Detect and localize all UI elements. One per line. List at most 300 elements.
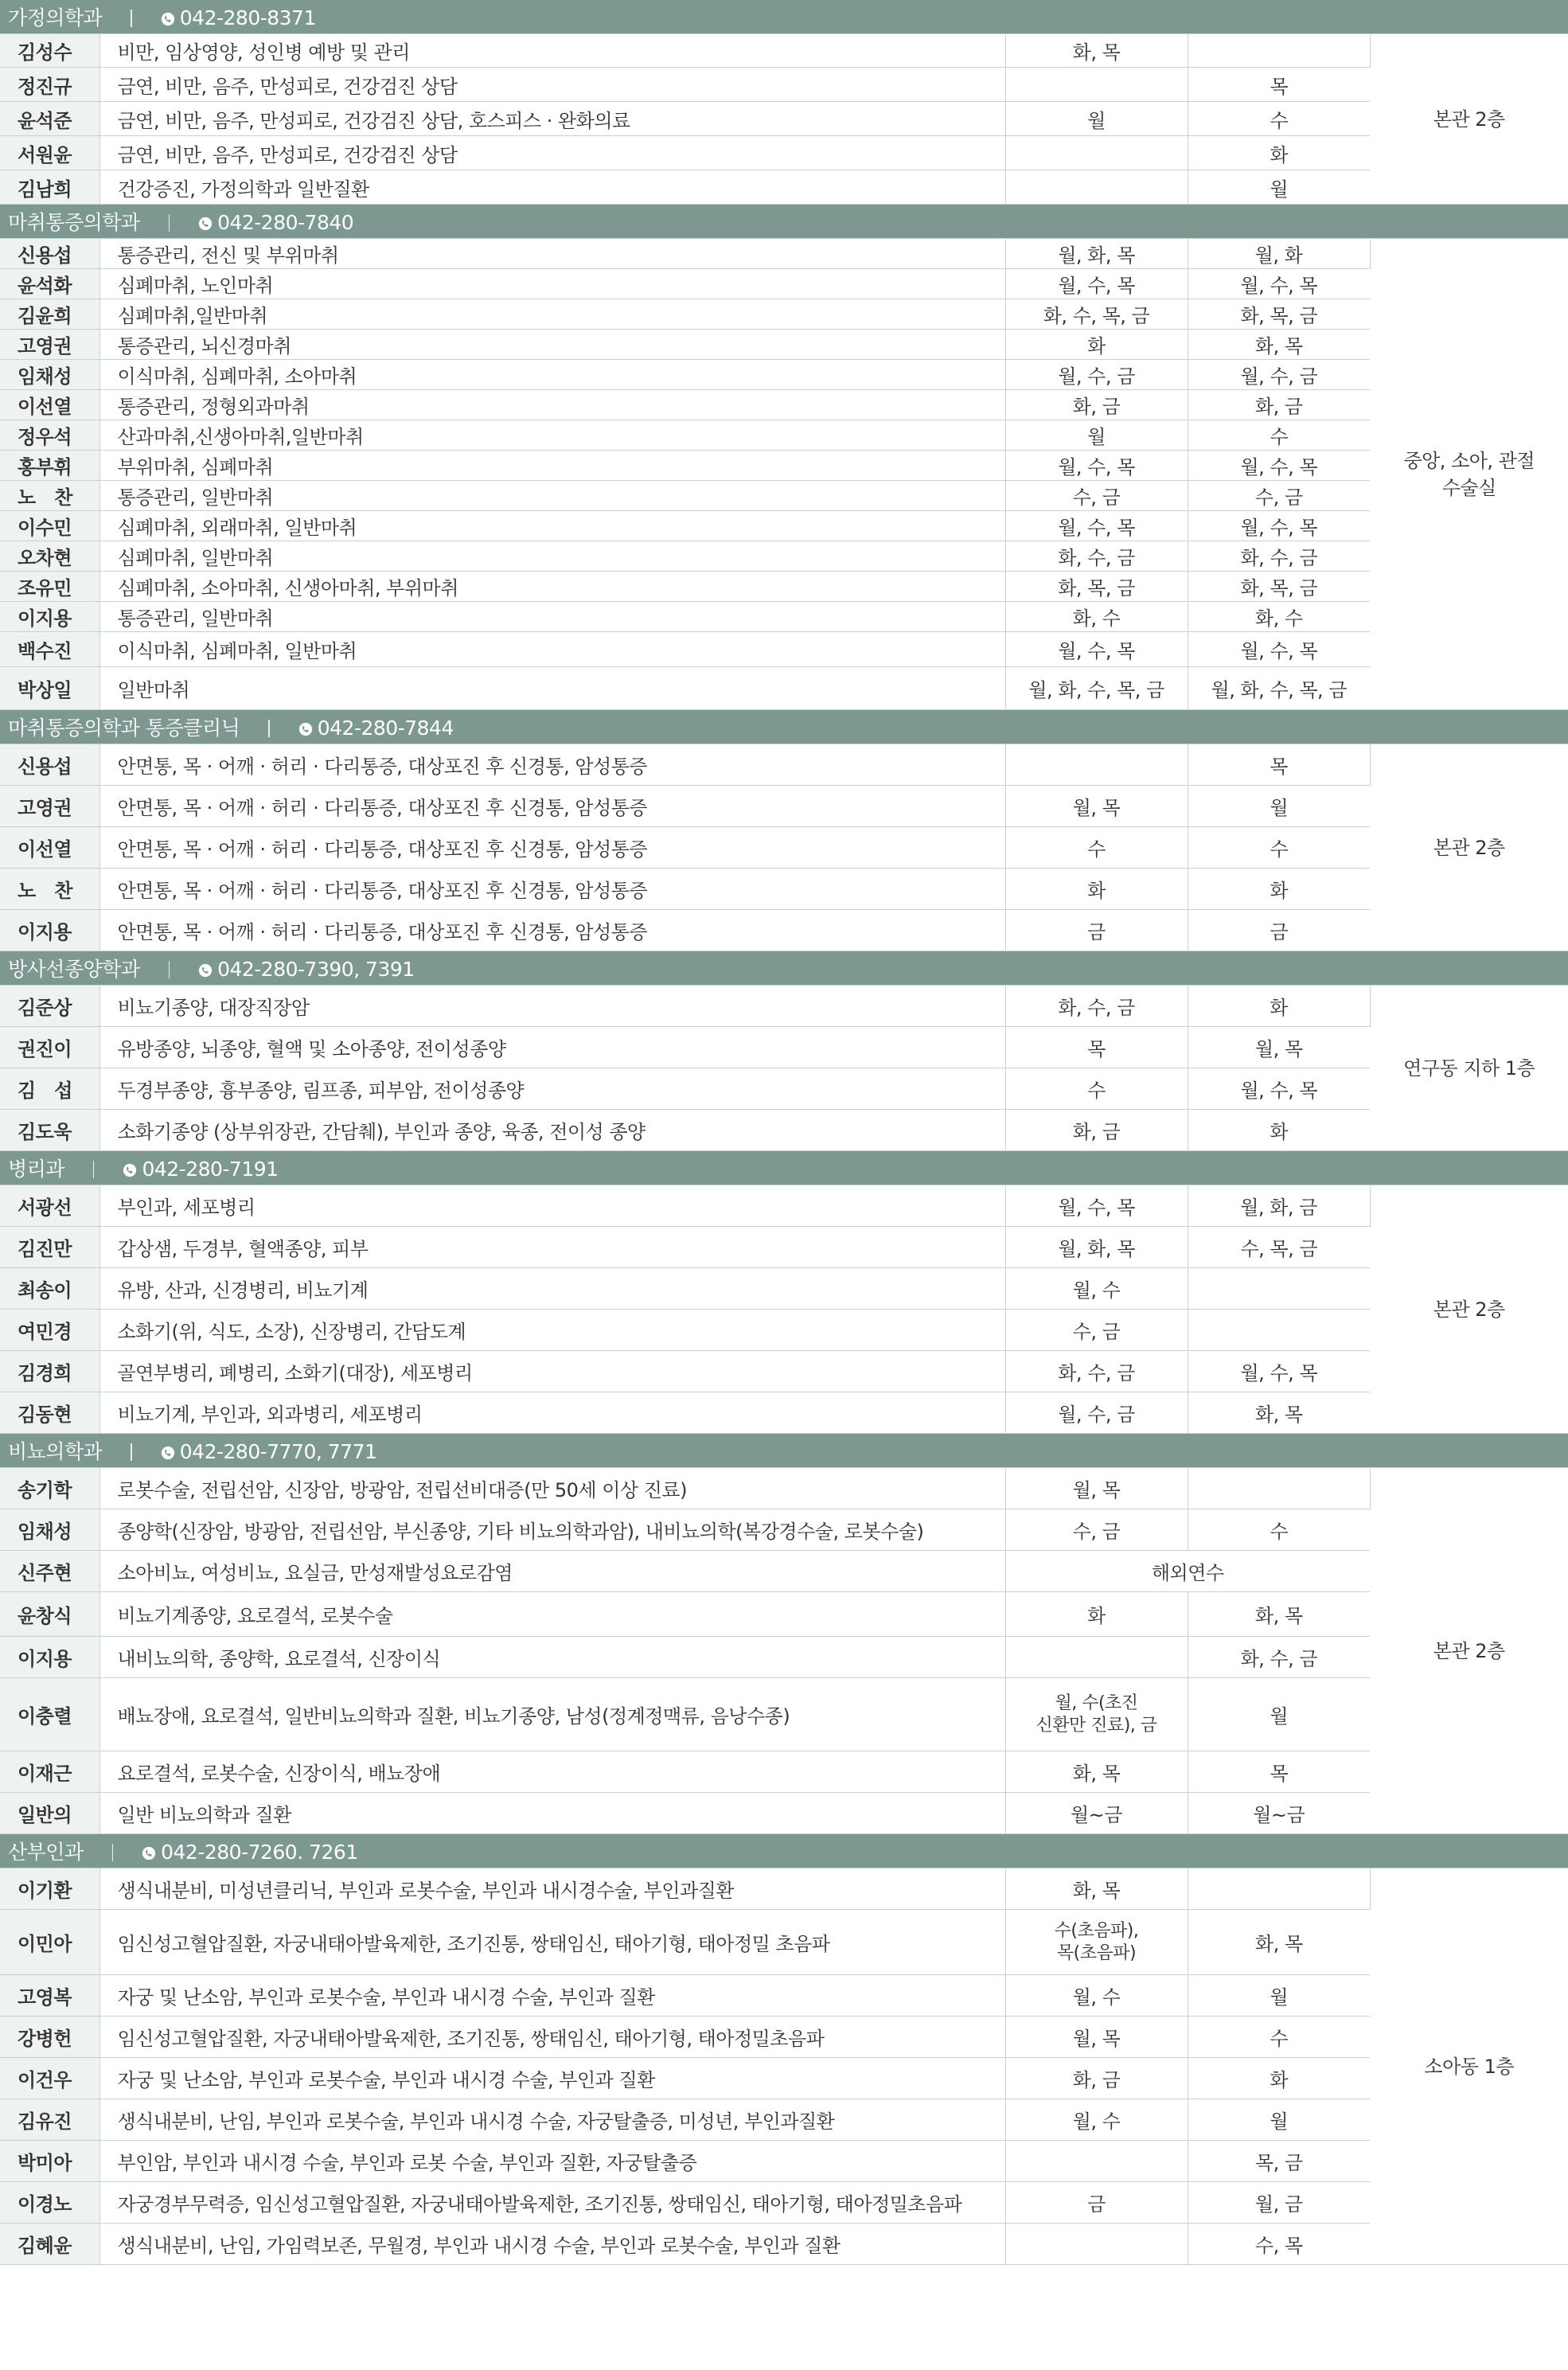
phone-icon — [161, 1446, 175, 1460]
doctor-name: 임채성 — [0, 1509, 99, 1551]
afternoon-schedule — [1188, 34, 1370, 68]
doctor-row — [0, 1637, 1568, 1678]
afternoon-schedule: 월 — [1188, 786, 1370, 827]
doctor-specialty: 임신성고혈압질환, 자궁내태아발육제한, 조기진통, 쌍태임신, 태아기형, 태아정밀초음파 — [99, 2017, 1005, 2058]
afternoon-schedule: 월, 수, 목 — [1188, 632, 1370, 667]
doctor-name: 서원윤 — [0, 136, 99, 170]
doctor-name: 김남희 — [0, 170, 99, 205]
doctor-specialty: 두경부종양, 흉부종양, 림프종, 피부암, 전이성종양 — [99, 1068, 1005, 1110]
department-location: 본관 2층 — [1370, 744, 1568, 951]
doctor-name: 신주현 — [0, 1551, 99, 1592]
doctor-row — [0, 420, 1568, 451]
doctor-row — [0, 330, 1568, 360]
morning-schedule — [1005, 68, 1188, 102]
doctor-row — [0, 1751, 1568, 1793]
doctor-row — [0, 910, 1568, 951]
morning-schedule — [1005, 1678, 1188, 1751]
doctor-row — [0, 1592, 1568, 1637]
morning-schedule-line: 신환만 진료), 금 — [1036, 1715, 1157, 1736]
doctor-name: 신용섭 — [0, 239, 99, 269]
morning-schedule — [1005, 136, 1188, 170]
morning-schedule — [1005, 2141, 1188, 2182]
doctor-name: 이지용 — [0, 602, 99, 632]
morning-schedule: 화, 수, 금 — [1005, 1351, 1188, 1392]
doctor-name: 김유진 — [0, 2099, 99, 2141]
doctor-row — [0, 1678, 1568, 1751]
morning-schedule: 월, 수 — [1005, 2099, 1188, 2141]
morning-schedule: 월 — [1005, 102, 1188, 136]
department-phone — [123, 1158, 278, 1181]
doctor-name: 일반의 — [0, 1793, 99, 1834]
doctor-row — [0, 1392, 1568, 1434]
department-location: 본관 2층 — [1370, 34, 1568, 205]
doctor-specialty: 금연, 비만, 음주, 만성피로, 건강검진 상담, 호스피스 · 완화의료 — [99, 102, 1005, 136]
department-name: 가정의학과 — [8, 6, 103, 29]
doctor-name: 고영권 — [0, 330, 99, 360]
afternoon-schedule: 화 — [1188, 136, 1370, 170]
afternoon-schedule: 월 — [1188, 2099, 1370, 2141]
doctor-name: 고영복 — [0, 1975, 99, 2017]
morning-schedule: 월, 목 — [1005, 2017, 1188, 2058]
morning-schedule: 화 — [1005, 869, 1188, 910]
doctor-specialty: 안면통, 목 · 어깨 · 허리 · 다리통증, 대상포진 후 신경통, 암성통증 — [99, 827, 1005, 869]
morning-schedule-line: 목(초음파) — [1056, 1942, 1137, 1963]
doctor-row — [0, 390, 1568, 420]
afternoon-schedule: 화 — [1188, 2058, 1370, 2099]
doctor-specialty: 내비뇨의학, 종양학, 요로결석, 신장이식 — [99, 1637, 1005, 1678]
doctor-name: 이지용 — [0, 910, 99, 951]
doctor-specialty: 부위마취, 심폐마취 — [99, 451, 1005, 481]
morning-schedule: 월, 목 — [1005, 1468, 1188, 1509]
afternoon-schedule — [1188, 1310, 1370, 1351]
phone-icon — [298, 722, 313, 736]
doctor-row — [0, 1027, 1568, 1068]
doctor-row — [0, 1185, 1568, 1227]
department-name: 방사선종양학과 — [8, 958, 140, 981]
afternoon-schedule: 월 — [1188, 1678, 1370, 1751]
doctor-name: 이충렬 — [0, 1678, 99, 1751]
morning-schedule: 화, 목 — [1005, 1868, 1188, 1910]
afternoon-schedule — [1188, 1268, 1370, 1310]
department-header — [0, 205, 1568, 239]
doctor-row — [0, 2099, 1568, 2141]
header-divider — [169, 961, 170, 978]
doctor-specialty: 심폐마취, 일반마취 — [99, 541, 1005, 572]
doctor-specialty: 심폐마취, 노인마취 — [99, 269, 1005, 299]
doctor-row — [0, 1975, 1568, 2017]
afternoon-schedule: 월, 수, 목 — [1188, 1351, 1370, 1392]
doctor-row — [0, 1509, 1568, 1551]
doctor-name: 윤창식 — [0, 1592, 99, 1637]
department-phone — [198, 211, 353, 234]
doctor-specialty: 금연, 비만, 음주, 만성피로, 건강검진 상담 — [99, 68, 1005, 102]
doctor-name: 권진이 — [0, 1027, 99, 1068]
doctor-row — [0, 541, 1568, 572]
doctor-row — [0, 1110, 1568, 1151]
doctor-name: 이기환 — [0, 1868, 99, 1910]
department-header-cell — [0, 205, 1568, 239]
afternoon-schedule: 수 — [1188, 827, 1370, 869]
doctor-name: 최송이 — [0, 1268, 99, 1310]
morning-schedule: 화, 목, 금 — [1005, 572, 1188, 602]
doctor-name: 서광선 — [0, 1185, 99, 1227]
doctor-specialty: 비만, 임상영양, 성인병 예방 및 관리 — [99, 34, 1005, 68]
afternoon-schedule: 월, 화, 수, 목, 금 — [1188, 667, 1370, 710]
doctor-specialty: 일반 비뇨의학과 질환 — [99, 1793, 1005, 1834]
morning-schedule — [1005, 170, 1188, 205]
doctor-row — [0, 136, 1568, 170]
doctor-name: 이선열 — [0, 827, 99, 869]
doctor-row — [0, 2058, 1568, 2099]
doctor-specialty: 통증관리, 정형외과마취 — [99, 390, 1005, 420]
department-name: 비뇨의학과 — [8, 1440, 103, 1463]
afternoon-schedule: 화, 목, 금 — [1188, 572, 1370, 602]
afternoon-schedule — [1188, 1468, 1370, 1509]
doctor-row — [0, 786, 1568, 827]
afternoon-schedule: 월, 목 — [1188, 1027, 1370, 1068]
doctor-name: 김동현 — [0, 1392, 99, 1434]
doctor-name: 조유민 — [0, 572, 99, 602]
afternoon-schedule: 화, 수, 금 — [1188, 1637, 1370, 1678]
doctor-name: 이선열 — [0, 390, 99, 420]
department-header-cell — [0, 710, 1568, 744]
doctor-name: 정진규 — [0, 68, 99, 102]
department-phone-number: 042-280-7191 — [142, 1158, 279, 1181]
doctor-name: 이건우 — [0, 2058, 99, 2099]
phone-icon — [161, 12, 175, 26]
doctor-name: 김혜윤 — [0, 2224, 99, 2265]
doctor-name: 이민아 — [0, 1910, 99, 1975]
doctor-name: 여민경 — [0, 1310, 99, 1351]
afternoon-schedule: 월, 수, 금 — [1188, 360, 1370, 390]
department-location: 소아동 1층 — [1370, 1868, 1568, 2265]
doctor-row — [0, 602, 1568, 632]
doctor-specialty: 비뇨기종양, 대장직장암 — [99, 986, 1005, 1027]
doctor-specialty: 비뇨기계, 부인과, 외과병리, 세포병리 — [99, 1392, 1005, 1434]
morning-schedule: 수, 금 — [1005, 1509, 1188, 1551]
doctor-specialty: 심폐마취, 소아마취, 신생아마취, 부위마취 — [99, 572, 1005, 602]
doctor-specialty: 금연, 비만, 음주, 만성피로, 건강검진 상담 — [99, 136, 1005, 170]
morning-schedule: 수, 금 — [1005, 1310, 1188, 1351]
department-header — [0, 710, 1568, 744]
doctor-specialty: 건강증진, 가정의학과 일반질환 — [99, 170, 1005, 205]
doctor-row — [0, 1868, 1568, 1910]
doctor-specialty: 소아비뇨, 여성비뇨, 요실금, 만성재발성요로감염 — [99, 1551, 1005, 1592]
afternoon-schedule: 수, 금 — [1188, 481, 1370, 511]
doctor-specialty: 생식내분비, 미성년클리닉, 부인과 로봇수술, 부인과 내시경수술, 부인과질환 — [99, 1868, 1005, 1910]
afternoon-schedule: 수 — [1188, 1509, 1370, 1551]
doctor-name: 노 찬 — [0, 481, 99, 511]
afternoon-schedule: 화, 목, 금 — [1188, 299, 1370, 330]
doctor-row — [0, 1068, 1568, 1110]
doctor-row — [0, 170, 1568, 205]
doctor-name: 강병헌 — [0, 2017, 99, 2058]
department-header — [0, 1834, 1568, 1868]
department-phone — [298, 716, 454, 740]
doctor-specialty: 소화기(위, 식도, 소장), 신장병리, 간담도계 — [99, 1310, 1005, 1351]
doctor-specialty: 비뇨기계종양, 요로결석, 로봇수술 — [99, 1592, 1005, 1637]
morning-schedule: 월, 수, 금 — [1005, 1392, 1188, 1434]
afternoon-schedule: 화, 목 — [1188, 1910, 1370, 1975]
department-phone — [198, 958, 415, 981]
department-phone-number: 042-280-7770, 7771 — [179, 1440, 377, 1463]
morning-schedule: 월, 수, 목 — [1005, 511, 1188, 541]
morning-schedule: 화, 수 — [1005, 602, 1188, 632]
morning-schedule: 화, 목 — [1005, 34, 1188, 68]
doctor-row — [0, 827, 1568, 869]
doctor-row — [0, 511, 1568, 541]
morning-schedule — [1005, 1910, 1188, 1975]
doctor-specialty: 안면통, 목 · 어깨 · 허리 · 다리통증, 대상포진 후 신경통, 암성통증 — [99, 786, 1005, 827]
header-divider — [169, 214, 170, 232]
morning-schedule: 금 — [1005, 910, 1188, 951]
merged-schedule-note: 해외연수 — [1005, 1551, 1370, 1592]
doctor-row — [0, 360, 1568, 390]
doctor-name: 김도욱 — [0, 1110, 99, 1151]
morning-schedule: 화, 수, 목, 금 — [1005, 299, 1188, 330]
doctor-name: 임채성 — [0, 360, 99, 390]
department-location: 연구동 지하 1층 — [1370, 986, 1568, 1151]
morning-schedule: 월, 수, 금 — [1005, 360, 1188, 390]
afternoon-schedule: 월, 수, 목 — [1188, 1068, 1370, 1110]
morning-schedule: 화, 목 — [1005, 1751, 1188, 1793]
doctor-specialty: 생식내분비, 난임, 가임력보존, 무월경, 부인과 내시경 수술, 부인과 로봇수술, 부인과 질환 — [99, 2224, 1005, 2265]
department-location: 본관 2층 — [1370, 1185, 1568, 1434]
department-name: 마취통증의학과 통증클리닉 — [8, 716, 240, 740]
header-divider — [93, 1161, 95, 1178]
department-header — [0, 0, 1568, 34]
department-header-cell — [0, 1151, 1568, 1185]
afternoon-schedule: 화 — [1188, 869, 1370, 910]
doctor-name: 박미아 — [0, 2141, 99, 2182]
morning-schedule: 월, 수, 목 — [1005, 451, 1188, 481]
morning-schedule: 화, 수, 금 — [1005, 541, 1188, 572]
afternoon-schedule: 화 — [1188, 986, 1370, 1027]
doctor-name: 이지용 — [0, 1637, 99, 1678]
doctor-specialty: 산과마취,신생아마취,일반마취 — [99, 420, 1005, 451]
morning-schedule: 월, 수 — [1005, 1975, 1188, 2017]
doctor-name: 고영권 — [0, 786, 99, 827]
department-name: 병리과 — [8, 1158, 64, 1181]
doctor-specialty: 유방, 산과, 신경병리, 비뇨기계 — [99, 1268, 1005, 1310]
doctor-name: 정우석 — [0, 420, 99, 451]
morning-schedule: 화, 금 — [1005, 2058, 1188, 2099]
doctor-name: 박상일 — [0, 667, 99, 710]
doctor-row — [0, 269, 1568, 299]
doctor-row — [0, 299, 1568, 330]
doctor-specialty: 유방종양, 뇌종양, 혈액 및 소아종양, 전이성종양 — [99, 1027, 1005, 1068]
morning-schedule: 수 — [1005, 827, 1188, 869]
afternoon-schedule: 목 — [1188, 744, 1370, 786]
doctor-name: 윤석화 — [0, 269, 99, 299]
department-header — [0, 1151, 1568, 1185]
doctor-row — [0, 2182, 1568, 2224]
doctor-specialty: 종양학(신장암, 방광암, 전립선암, 부신종양, 기타 비뇨의학과암), 내비뇨의학(복강경수술, 로봇수술) — [99, 1509, 1005, 1551]
doctor-row — [0, 1310, 1568, 1351]
phone-icon — [142, 1846, 156, 1860]
doctor-row — [0, 572, 1568, 602]
department-location: 중앙, 소아, 관절 수술실 — [1370, 239, 1568, 710]
doctor-name: 김준상 — [0, 986, 99, 1027]
afternoon-schedule: 목, 금 — [1188, 2141, 1370, 2182]
doctor-row — [0, 1351, 1568, 1392]
afternoon-schedule: 화, 목 — [1188, 1592, 1370, 1637]
morning-schedule — [1005, 744, 1188, 786]
department-phone-number: 042-280-7260. 7261 — [161, 1841, 358, 1864]
doctor-specialty: 부인암, 부인과 내시경 수술, 부인과 로봇 수술, 부인과 질환, 자궁탈출증 — [99, 2141, 1005, 2182]
doctor-name: 김진만 — [0, 1227, 99, 1268]
afternoon-schedule: 월~금 — [1188, 1793, 1370, 1834]
doctor-name: 김경희 — [0, 1351, 99, 1392]
header-divider — [131, 1443, 132, 1461]
morning-schedule: 화, 금 — [1005, 390, 1188, 420]
morning-schedule: 화 — [1005, 1592, 1188, 1637]
doctor-specialty: 요로결석, 로봇수술, 신장이식, 배뇨장애 — [99, 1751, 1005, 1793]
doctor-specialty: 갑상샘, 두경부, 혈액종양, 피부 — [99, 1227, 1005, 1268]
afternoon-schedule: 화, 목 — [1188, 330, 1370, 360]
morning-schedule-line: 수(초음파), — [1054, 1920, 1139, 1941]
doctor-row — [0, 2141, 1568, 2182]
doctor-specialty: 안면통, 목 · 어깨 · 허리 · 다리통증, 대상포진 후 신경통, 암성통증 — [99, 910, 1005, 951]
doctor-row — [0, 1551, 1568, 1592]
doctor-specialty: 안면통, 목 · 어깨 · 허리 · 다리통증, 대상포진 후 신경통, 암성통증 — [99, 744, 1005, 786]
department-phone-number: 042-280-7840 — [217, 211, 354, 234]
doctor-row — [0, 1910, 1568, 1975]
doctor-specialty: 자궁경부무력증, 임신성고혈압질환, 자궁내태아발육제한, 조기진통, 쌍태임신, 태아기형, 태아정밀초음파 — [99, 2182, 1005, 2224]
department-header-cell — [0, 1434, 1568, 1468]
department-header-cell — [0, 0, 1568, 34]
morning-schedule: 월~금 — [1005, 1793, 1188, 1834]
doctor-row — [0, 632, 1568, 667]
doctor-specialty: 소화기종양 (상부위장관, 간담췌), 부인과 종양, 육종, 전이성 종양 — [99, 1110, 1005, 1151]
doctor-specialty: 생식내분비, 난임, 부인과 로봇수술, 부인과 내시경 수술, 자궁탈출증, 미성년, 부인과질환 — [99, 2099, 1005, 2141]
doctor-row — [0, 2224, 1568, 2265]
afternoon-schedule: 금 — [1188, 910, 1370, 951]
afternoon-schedule: 목 — [1188, 1751, 1370, 1793]
header-divider — [268, 720, 270, 737]
afternoon-schedule — [1188, 1868, 1370, 1910]
department-phone-number: 042-280-8371 — [179, 6, 316, 29]
phone-icon — [198, 963, 213, 978]
afternoon-schedule: 월 — [1188, 170, 1370, 205]
doctor-row — [0, 2017, 1568, 2058]
doctor-specialty: 골연부병리, 폐병리, 소화기(대장), 세포병리 — [99, 1351, 1005, 1392]
doctor-row — [0, 68, 1568, 102]
doctor-specialty: 자궁 및 난소암, 부인과 로봇수술, 부인과 내시경 수술, 부인과 질환 — [99, 1975, 1005, 2017]
department-header-cell — [0, 951, 1568, 986]
header-divider — [131, 10, 132, 27]
doctor-row — [0, 102, 1568, 136]
morning-schedule-line: 월, 수(초진 — [1055, 1693, 1138, 1713]
afternoon-schedule: 목 — [1188, 68, 1370, 102]
doctor-specialty: 통증관리, 전신 및 부위마취 — [99, 239, 1005, 269]
morning-schedule: 월, 수, 목 — [1005, 269, 1188, 299]
department-phone — [142, 1841, 358, 1864]
afternoon-schedule: 화, 목 — [1188, 1392, 1370, 1434]
doctor-name: 김성수 — [0, 34, 99, 68]
doctor-name: 이수민 — [0, 511, 99, 541]
doctor-specialty: 통증관리, 뇌신경마취 — [99, 330, 1005, 360]
doctor-name: 윤석준 — [0, 102, 99, 136]
doctor-row — [0, 986, 1568, 1027]
doctor-specialty: 이식마취, 심폐마취, 일반마취 — [99, 632, 1005, 667]
afternoon-schedule: 화 — [1188, 1110, 1370, 1151]
afternoon-schedule: 월 — [1188, 1975, 1370, 2017]
doctor-specialty: 심폐마취, 외래마취, 일반마취 — [99, 511, 1005, 541]
department-phone — [161, 1440, 377, 1463]
department-header — [0, 1434, 1568, 1468]
department-phone-number: 042-280-7844 — [317, 716, 454, 740]
doctor-row — [0, 869, 1568, 910]
doctor-row — [0, 667, 1568, 710]
doctor-name: 김윤희 — [0, 299, 99, 330]
doctor-name: 김 섭 — [0, 1068, 99, 1110]
morning-schedule: 월, 수, 목 — [1005, 1185, 1188, 1227]
afternoon-schedule: 월, 수, 목 — [1188, 451, 1370, 481]
morning-schedule — [1005, 2224, 1188, 2265]
afternoon-schedule: 월, 화 — [1188, 239, 1370, 269]
doctor-specialty: 통증관리, 일반마취 — [99, 481, 1005, 511]
afternoon-schedule: 화, 수 — [1188, 602, 1370, 632]
morning-schedule — [1005, 1637, 1188, 1678]
afternoon-schedule: 수, 목, 금 — [1188, 1227, 1370, 1268]
afternoon-schedule: 월, 수, 목 — [1188, 269, 1370, 299]
morning-schedule: 월 — [1005, 420, 1188, 451]
morning-schedule: 화, 금 — [1005, 1110, 1188, 1151]
department-header — [0, 951, 1568, 986]
doctor-row — [0, 1468, 1568, 1509]
doctor-specialty: 심폐마취,일반마취 — [99, 299, 1005, 330]
doctor-row — [0, 1227, 1568, 1268]
doctor-name: 노 찬 — [0, 869, 99, 910]
morning-schedule: 월, 화, 목 — [1005, 239, 1188, 269]
doctor-name: 오차현 — [0, 541, 99, 572]
afternoon-schedule: 월, 화, 금 — [1188, 1185, 1370, 1227]
doctor-row — [0, 451, 1568, 481]
afternoon-schedule: 수 — [1188, 420, 1370, 451]
afternoon-schedule: 수 — [1188, 2017, 1370, 2058]
afternoon-schedule: 월, 금 — [1188, 2182, 1370, 2224]
morning-schedule: 수, 금 — [1005, 481, 1188, 511]
department-name: 산부인과 — [8, 1841, 84, 1864]
doctor-name: 송기학 — [0, 1468, 99, 1509]
afternoon-schedule: 월, 수, 목 — [1188, 511, 1370, 541]
doctor-row — [0, 481, 1568, 511]
doctor-specialty: 안면통, 목 · 어깨 · 허리 · 다리통증, 대상포진 후 신경통, 암성통증 — [99, 869, 1005, 910]
doctor-specialty: 배뇨장애, 요로결석, 일반비뇨의학과 질환, 비뇨기종양, 남성(정계정맥류, 음낭수종) — [99, 1678, 1005, 1751]
doctor-specialty: 자궁 및 난소암, 부인과 로봇수술, 부인과 내시경 수술, 부인과 질환 — [99, 2058, 1005, 2099]
doctor-row — [0, 34, 1568, 68]
department-location: 본관 2층 — [1370, 1468, 1568, 1834]
morning-schedule: 월, 수, 목 — [1005, 632, 1188, 667]
morning-schedule: 수 — [1005, 1068, 1188, 1110]
doctor-row — [0, 1268, 1568, 1310]
afternoon-schedule: 수, 목 — [1188, 2224, 1370, 2265]
doctor-name: 백수진 — [0, 632, 99, 667]
morning-schedule: 월, 목 — [1005, 786, 1188, 827]
department-phone — [161, 6, 316, 29]
department-header-cell — [0, 1834, 1568, 1868]
header-divider — [112, 1844, 114, 1861]
doctor-row — [0, 239, 1568, 269]
doctor-name: 홍부휘 — [0, 451, 99, 481]
doctor-specialty: 이식마취, 심폐마취, 소아마취 — [99, 360, 1005, 390]
morning-schedule: 화 — [1005, 330, 1188, 360]
doctor-name: 신용섭 — [0, 744, 99, 786]
morning-schedule: 월, 화, 수, 목, 금 — [1005, 667, 1188, 710]
doctor-row — [0, 744, 1568, 786]
morning-schedule: 월, 수 — [1005, 1268, 1188, 1310]
